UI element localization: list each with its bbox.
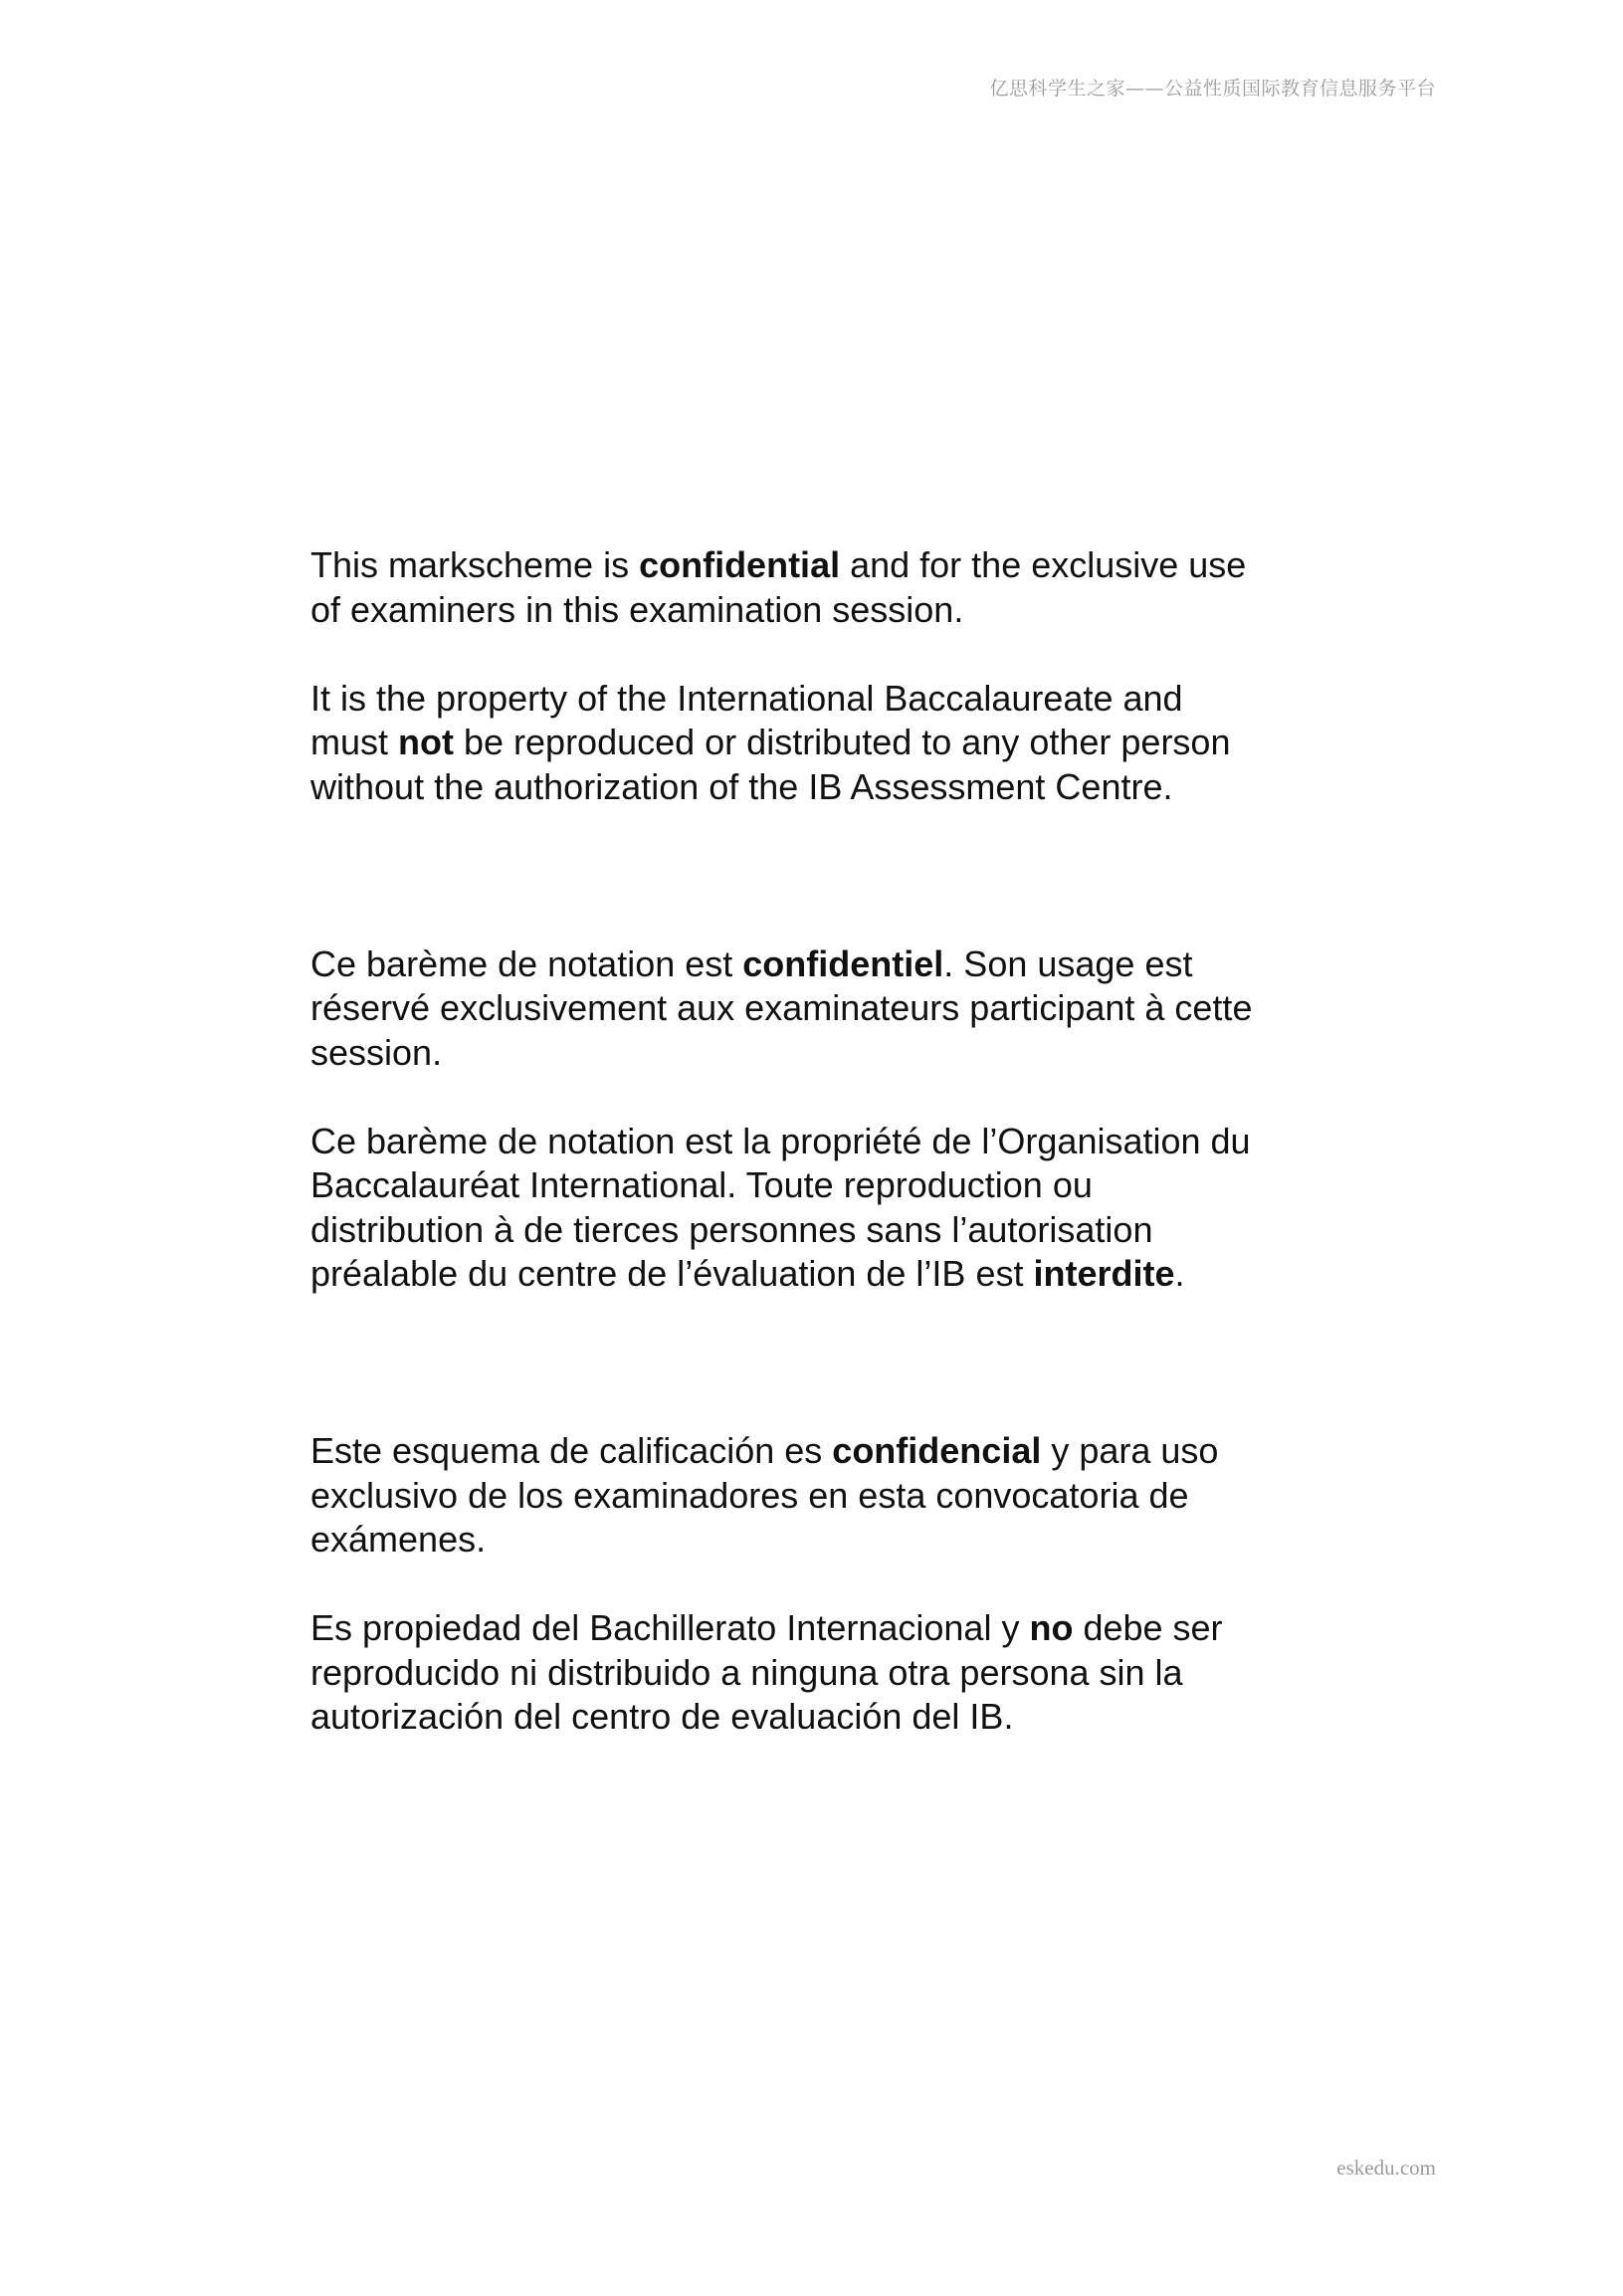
footer-watermark: eskedu.com	[1336, 2156, 1436, 2180]
header-watermark: 亿思科学生之家——公益性质国际教育信息服务平台	[989, 78, 1436, 100]
text-line: exclusivo de los examinadores en esta convocatoria de	[310, 1474, 1189, 1516]
text-line: This markscheme is confidential and for the exclusive use	[310, 544, 1247, 585]
french-property-paragraph	[310, 1120, 1405, 1297]
text-line: préalable du centre de l’évaluation de l’IB est interdite.	[310, 1253, 1185, 1294]
text-line: Baccalauréat International. Toute reproduction ou	[310, 1164, 1093, 1205]
english-notice	[310, 543, 1405, 809]
french-confidential-paragraph	[310, 942, 1405, 1076]
spanish-notice	[310, 1429, 1405, 1740]
text-line: distribution à de tierces personnes sans l’autorisation	[310, 1208, 1153, 1250]
text-line: Ce barème de notation est confidentiel. Son usage est	[310, 942, 1193, 984]
emphasis-confidential: confidential	[639, 544, 841, 585]
english-property-paragraph	[310, 677, 1405, 810]
text-line: Este esquema de calificación es confidencial y para uso	[310, 1430, 1219, 1471]
text-line: réservé exclusivement aux examinateurs participant à cette	[310, 987, 1253, 1028]
french-notice	[310, 942, 1405, 1297]
confidentiality-notice	[310, 543, 1405, 1740]
text-line: exámenes.	[310, 1519, 487, 1560]
emphasis-confidentiel: confidentiel	[742, 942, 944, 984]
text-line: It is the property of the International Baccalaureate and	[310, 677, 1183, 719]
english-confidential-paragraph	[310, 543, 1405, 632]
text-line: Es propiedad del Bachillerato Internacional y no debe ser	[310, 1607, 1223, 1648]
text-line: without the authorization of the IB Assessment Centre.	[310, 765, 1173, 807]
spanish-confidential-paragraph	[310, 1429, 1405, 1563]
text-line: Ce barème de notation est la propriété de l’Organisation du	[310, 1120, 1251, 1161]
spanish-property-paragraph	[310, 1606, 1405, 1740]
emphasis-no: no	[1029, 1607, 1074, 1648]
text-line: must not be reproduced or distributed to any other person	[310, 722, 1231, 762]
emphasis-confidencial: confidencial	[832, 1430, 1042, 1471]
text-line: session.	[310, 1031, 443, 1073]
text-line: of examiners in this examination session.	[310, 588, 964, 630]
text-line: reproducido ni distribuido a ninguna otra persona sin la	[310, 1651, 1183, 1693]
emphasis-not: not	[398, 722, 454, 762]
text-line: autorización del centro de evaluación del IB.	[310, 1696, 1014, 1737]
emphasis-interdite: interdite	[1033, 1253, 1175, 1294]
